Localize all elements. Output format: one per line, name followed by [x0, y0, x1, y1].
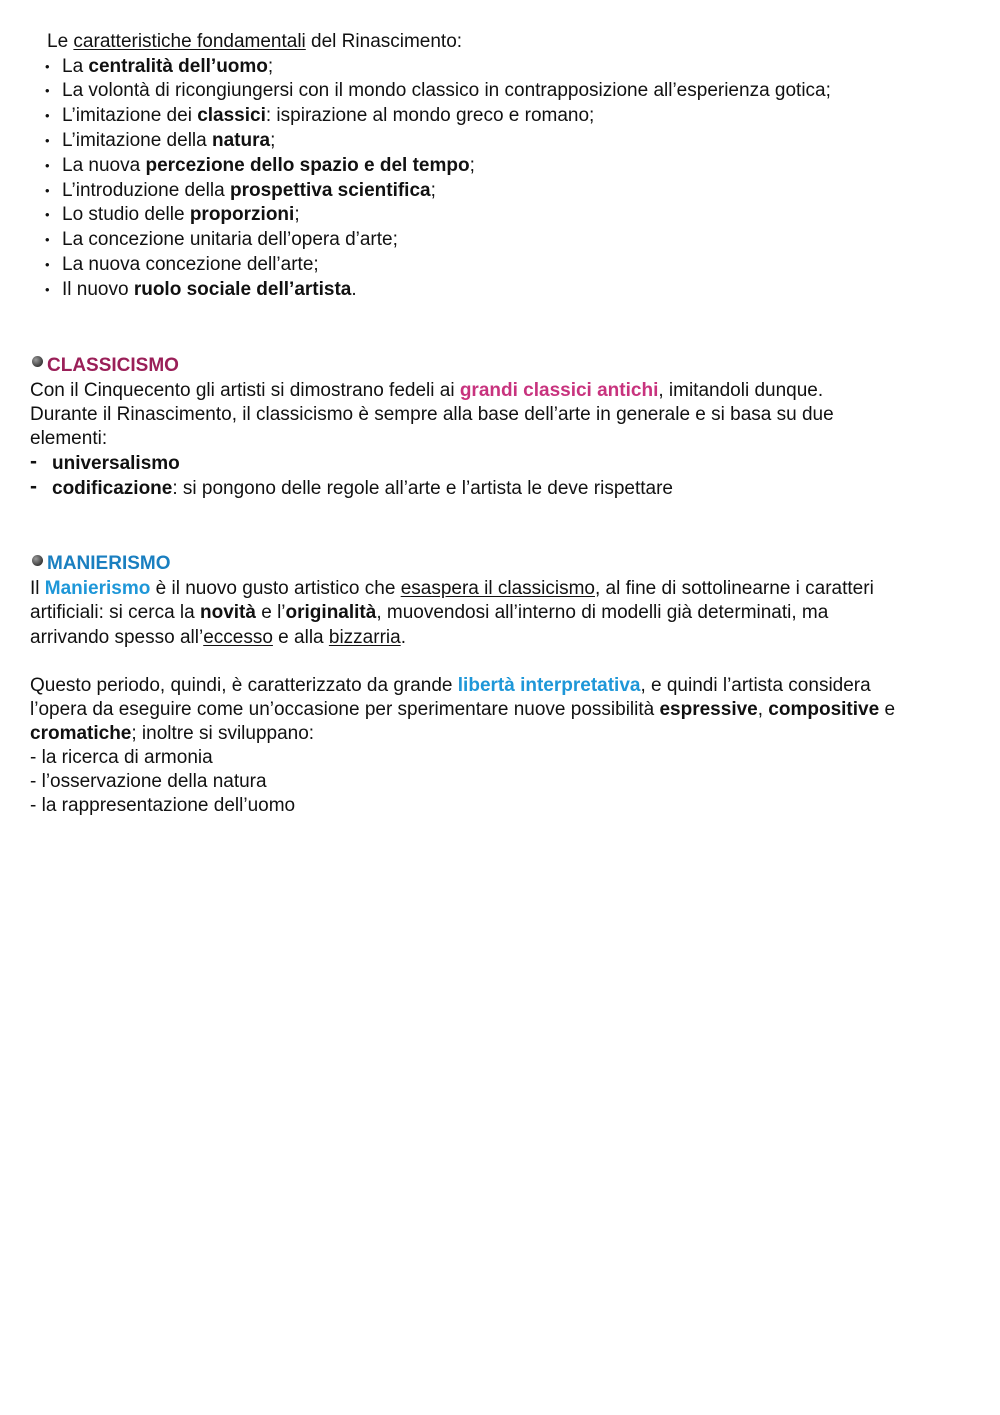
- bullet-icon: •: [45, 207, 50, 223]
- text-line: elementi:: [30, 427, 108, 449]
- text: , al fine di sottolinearne i caratteri: [594, 578, 874, 600]
- item-bold: codificazione: [52, 478, 173, 500]
- manierismo-paragraph-1: [30, 577, 970, 650]
- item-text: La nuova: [62, 154, 146, 176]
- bold-text: originalità: [285, 602, 377, 624]
- renaissance-characteristics-list: [30, 55, 970, 303]
- text: , muovendosi all’interno di modelli già determinati, ma: [376, 602, 829, 624]
- item-text: La volontà di ricongiungersi con il mondo classico in contrapposizione all’esperienza gotica;: [62, 80, 831, 102]
- text-line: [30, 626, 970, 650]
- list-item: - l’osservazione della natura: [30, 771, 267, 793]
- text-line: [30, 722, 970, 746]
- text: l’opera da eseguire come un’occasione per sperimentare nuove possibilità: [30, 698, 660, 720]
- item-text-end: .: [351, 278, 357, 300]
- item-text: Lo studio delle: [62, 204, 190, 226]
- classicismo-paragraph: [30, 379, 970, 452]
- text: ,: [757, 698, 769, 720]
- text: Questo periodo, quindi, è caratterizzato da grande: [30, 674, 458, 696]
- text: e alla: [272, 626, 329, 648]
- item-text: : si pongono delle regole all’arte e l’artista le deve rispettare: [172, 478, 673, 500]
- sphere-bullet-icon: [32, 356, 43, 367]
- item-bold: proporzioni: [189, 204, 295, 226]
- list-item: - la rappresentazione dell’uomo: [30, 795, 296, 817]
- text-line: [30, 698, 970, 722]
- list-item: - la ricerca di armonia: [30, 747, 213, 769]
- item-text-end: ;: [270, 129, 276, 151]
- intro-line: [30, 30, 970, 55]
- classicismo-elements-list: [30, 451, 970, 501]
- text-line: Durante il Rinascimento, il classicismo è sempre alla base dell’arte in generale e si basa su due: [30, 403, 834, 425]
- text: Con il Cinquecento gli artisti si dimostrano fedeli ai: [30, 379, 460, 401]
- item-text-end: ;: [294, 204, 300, 226]
- text: ; inoltre si sviluppano:: [131, 723, 315, 745]
- text: , e quindi l’artista considera: [640, 674, 871, 696]
- manierismo-title: MANIERISMO: [47, 553, 171, 575]
- manierismo-developments-list: [30, 746, 970, 818]
- sphere-bullet-icon: [32, 555, 43, 566]
- manierismo-paragraph-2: [30, 674, 970, 747]
- list-item: [30, 451, 970, 476]
- underlined-text: eccesso: [203, 626, 273, 648]
- text-line: [30, 674, 970, 698]
- text: .: [400, 626, 406, 648]
- item-text-end: ;: [430, 179, 436, 201]
- item-text: Il nuovo: [62, 278, 134, 300]
- item-text: L’imitazione della: [62, 129, 212, 151]
- bold-text: cromatiche: [30, 723, 132, 745]
- bullet-icon: •: [45, 232, 50, 248]
- bullet-icon: •: [45, 58, 50, 74]
- list-item: [30, 154, 970, 179]
- item-bold: natura: [211, 129, 271, 151]
- underlined-text: bizzarria: [328, 626, 401, 648]
- item-text: L’introduzione della: [62, 179, 230, 201]
- highlight-text: libertà interpretativa: [457, 674, 641, 696]
- text: e: [879, 698, 896, 720]
- intro-suffix: del Rinascimento:: [305, 31, 463, 52]
- item-text: La concezione unitaria dell’opera d’arte;: [62, 229, 398, 251]
- bold-text: espressive: [659, 698, 758, 720]
- item-text: La nuova concezione dell’arte;: [62, 253, 319, 275]
- bullet-icon: •: [45, 108, 50, 124]
- text: , imitandoli dunque.: [658, 379, 824, 401]
- item-text-end: ;: [469, 154, 475, 176]
- intro-underlined: caratteristiche fondamentali: [73, 31, 306, 52]
- bullet-icon: •: [45, 157, 50, 173]
- item-text-end: ;: [267, 55, 274, 77]
- list-item: [30, 253, 970, 278]
- text: e l’: [255, 602, 286, 624]
- item-text: L’imitazione dei: [62, 105, 198, 127]
- classicismo-title: CLASSICISMO: [47, 354, 179, 376]
- item-bold: ruolo sociale dell’artista: [133, 278, 352, 300]
- list-item: [30, 104, 970, 129]
- bullet-icon: •: [45, 83, 50, 99]
- text-line: [30, 577, 970, 601]
- item-text-end: : ispirazione al mondo greco e romano;: [265, 105, 595, 127]
- list-item: [30, 476, 970, 501]
- text: arrivando spesso all’: [30, 626, 204, 648]
- list-item: [30, 228, 970, 253]
- list-item: [30, 129, 970, 154]
- list-item: [30, 79, 970, 104]
- item-bold: universalismo: [52, 453, 180, 475]
- dash-icon: -: [30, 450, 37, 474]
- item-text: La: [62, 55, 89, 77]
- paragraph-gap: [30, 650, 970, 674]
- text-line: [30, 379, 970, 403]
- item-bold: percezione dello spazio e del tempo: [145, 154, 470, 176]
- bold-text: novità: [200, 602, 256, 624]
- classicismo-heading: [30, 353, 970, 379]
- bullet-icon: •: [45, 182, 50, 198]
- item-bold: centralità dell’uomo: [88, 55, 268, 77]
- bullet-icon: •: [45, 256, 50, 272]
- dash-icon: -: [30, 475, 37, 499]
- list-item: [30, 203, 970, 228]
- list-item: [30, 55, 970, 80]
- text: artificiali: si cerca la: [30, 602, 200, 624]
- item-bold: prospettiva scientifica: [229, 179, 431, 201]
- text: è il nuovo gusto artistico che: [150, 578, 401, 600]
- intro-prefix: Le: [47, 31, 74, 52]
- list-item: [30, 278, 970, 303]
- highlight-text: grandi classici antichi: [459, 379, 659, 401]
- text-line: [30, 601, 970, 625]
- bullet-icon: •: [45, 281, 50, 297]
- bullet-icon: •: [45, 132, 50, 148]
- highlight-text: Manierismo: [44, 578, 151, 600]
- text: Il: [30, 578, 45, 600]
- bold-text: compositive: [768, 698, 880, 720]
- document-page: [30, 30, 970, 818]
- item-bold: classici: [197, 105, 266, 127]
- list-item: [30, 179, 970, 204]
- manierismo-heading: [30, 551, 970, 577]
- underlined-text: esaspera il classicismo: [400, 578, 595, 600]
